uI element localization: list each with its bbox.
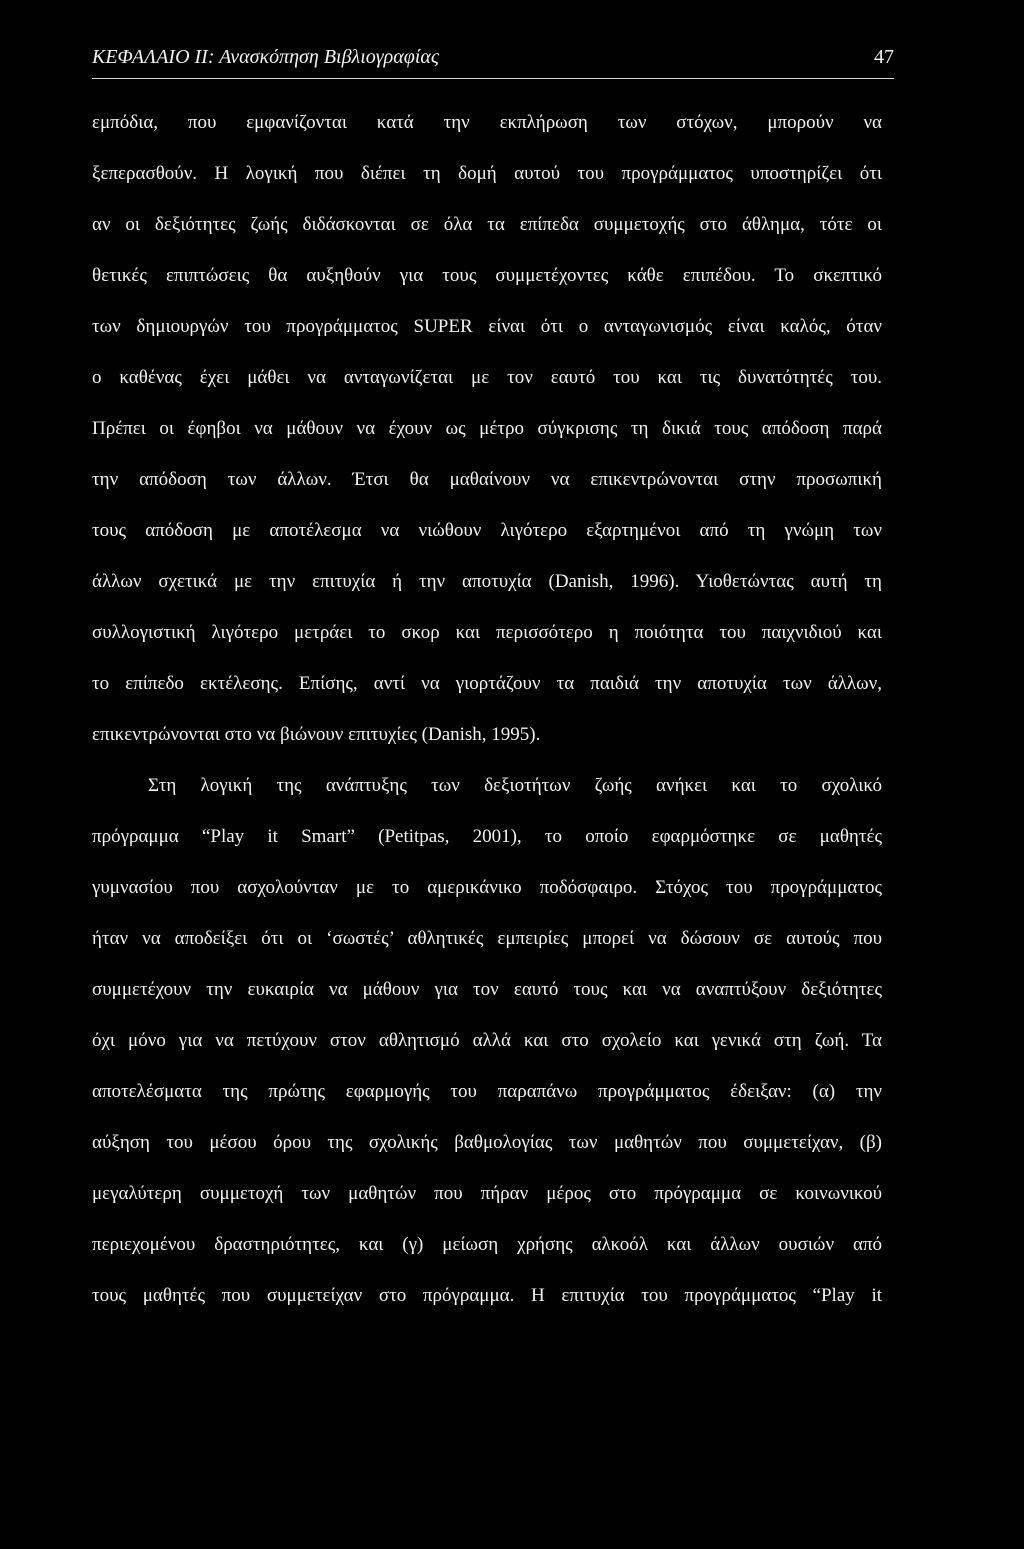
running-header: [92, 44, 894, 74]
text-line: ξεπερασθούν. Η λογική που διέπει τη δομή αυτού του προγράμματος υποστηρίζει ότι: [92, 163, 882, 184]
text-line: το επίπεδο εκτέλεσης. Επίσης, αντί να γιορτάζουν τα παιδιά την αποτυχία των άλλων,: [92, 673, 882, 694]
text-line: θετικές επιπτώσεις θα αυξηθούν για τους συμμετέχοντες κάθε επιπέδου. Το σκεπτικό: [92, 265, 882, 286]
text-line: Στη λογική της ανάπτυξης των δεξιοτήτων ζωής ανήκει και το σχολικό: [148, 775, 882, 796]
text-line: τους απόδοση με αποτέλεσμα να νιώθουν λιγότερο εξαρτημένοι από τη γνώμη των: [92, 520, 882, 541]
text-line: επικεντρώνονται στο να βιώνουν επιτυχίες (Danish, 1995).: [92, 724, 541, 745]
page-number: 47: [874, 46, 894, 68]
text-line: όχι μόνο για να πετύχουν στον αθλητισμό αλλά και στο σχολείο και γενικά στη ζωή. Τα: [92, 1030, 882, 1051]
text-line: αν οι δεξιότητες ζωής διδάσκονται σε όλα τα επίπεδα συμμετοχής στο άθλημα, τότε οι: [92, 214, 882, 235]
text-line: Πρέπει οι έφηβοι να μάθουν να έχουν ως μέτρο σύγκρισης τη δικιά τους απόδοση παρά: [92, 418, 882, 439]
text-line: την απόδοση των άλλων. Έτσι θα μαθαίνουν να επικεντρώνονται στην προσωπική: [92, 469, 882, 490]
text-line: ο καθένας έχει μάθει να ανταγωνίζεται με τον εαυτό του και τις δυνατότητές του.: [92, 367, 882, 388]
text-line: εμπόδια, που εμφανίζονται κατά την εκπλήρωση των στόχων, μπορούν να: [92, 112, 882, 133]
text-line: τους μαθητές που συμμετείχαν στο πρόγραμμα. Η επιτυχία του προγράμματος “Play it: [92, 1285, 882, 1306]
text-line: αποτελέσματα της πρώτης εφαρμογής του παραπάνω προγράμματος έδειξαν: (α) την: [92, 1081, 882, 1102]
header-divider: [92, 78, 894, 79]
text-line: γυμνασίου που ασχολούνταν με το αμερικάνικο ποδόσφαιρο. Στόχος του προγράμματος: [92, 877, 882, 898]
text-line: περιεχομένου δραστηριότητες, και (γ) μείωση χρήσης αλκοόλ και άλλων ουσιών από: [92, 1234, 882, 1255]
text-line: πρόγραμμα “Play it Smart” (Petitpas, 2001), το οποίο εφαρμόστηκε σε μαθητές: [92, 826, 882, 847]
text-line: αύξηση του μέσου όρου της σχολικής βαθμολογίας των μαθητών που συμμετείχαν, (β): [92, 1132, 882, 1153]
text-line: συμμετέχουν την ευκαιρία να μάθουν για τον εαυτό τους και να αναπτύξουν δεξιότητες: [92, 979, 882, 1000]
text-line: ήταν να αποδείξει ότι οι ‘σωστές’ αθλητικές εμπειρίες μπορεί να δώσουν σε αυτούς που: [92, 928, 882, 949]
text-line: των δημιουργών του προγράμματος SUPER είναι ότι ο ανταγωνισμός είναι καλός, όταν: [92, 316, 882, 337]
chapter-title: ΚΕΦΑΛΑΙΟ ΙΙ: Ανασκόπηση Βιβλιογραφίας: [92, 46, 439, 68]
text-line: άλλων σχετικά με την επιτυχία ή την αποτυχία (Danish, 1996). Υιοθετώντας αυτή τη: [92, 571, 882, 592]
text-line: μεγαλύτερη συμμετοχή των μαθητών που πήραν μέρος στο πρόγραμμα σε κοινωνικού: [92, 1183, 882, 1204]
text-line: συλλογιστική λιγότερο μετράει το σκορ και περισσότερο η ποιότητα του παιχνιδιού και: [92, 622, 882, 643]
